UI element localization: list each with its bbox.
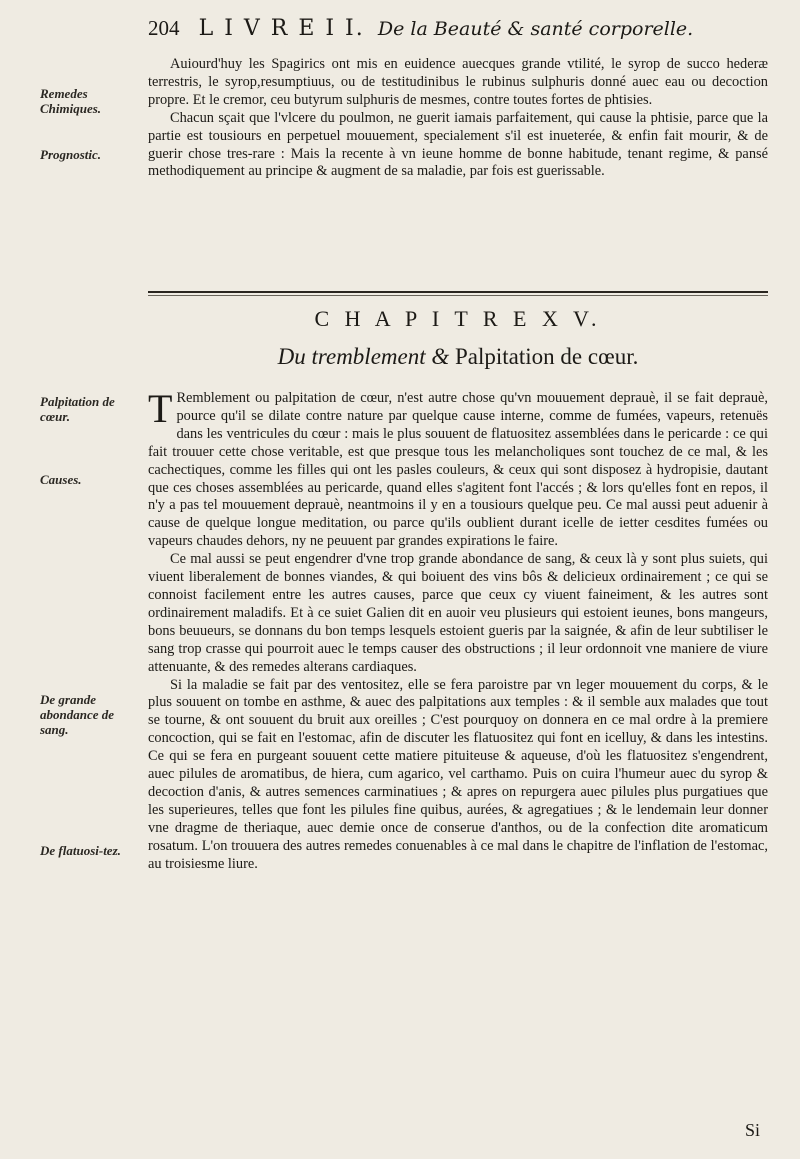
- margin-note-remedes: Remedes Chimiques.: [40, 86, 102, 116]
- paragraph: Ce mal aussi se peut engendrer d'vne trop grande abondance de sang, & ceux là y sont plus suiets, qui viuent liberalement de bonnes viandes, & qui boiuent des vins bôs & delicieux ordinairement ; ce qui se connoist facilement entre les autres causes, parce que ceux cy viuent faineiment, & les autres sont ordinairement maladifs. Et à ce suiet Galien dit en auoir veu plusieurs qui estoient ieunes, bons mangeurs, bons beuueurs, se donnans du bon temps lesquels estoient gueris par la saignée, & afin de leur subtiliser le sang trop crasse qui pourroit auec le temps causer des obstructions ; il leur ordonnoit vne maniere de viure attenuante, & des remedes alterans cardiaques.: [148, 551, 768, 675]
- paragraph: Auiourd'huy les Spagirics ont mis en euidence auecques grande vtilité, le syrop de succo hederæ terrestris, le syrop,resumptiuus, ou de testitudinibus le rubinus sulphuris donné auec eau ou decoction propre. Et le cremor, ceu butyrum sulphuris de mesmes, contre toutes fortes de phtisies.: [148, 56, 768, 108]
- paragraph-opening: [148, 386, 768, 551]
- margin-note-prognostic: Prognostic.: [40, 147, 102, 162]
- margin-note-palpitation: Palpitation de cœur.: [40, 394, 115, 424]
- page-header: [148, 16, 768, 46]
- drop-cap: T: [148, 386, 173, 431]
- paragraph: Si la maladie se fait par des ventositez, elle se fera paroistre par vn leger mouuement du corps, & le plus souuent on tombe en asthme, & auec des palpitations aux temples : & il semble aux malades que tout se tourne, & ont souuent du bruit aux oreilles ; C'est pourquoy on donnera en ce mal ordre à la premiere concoction, qui se fait en l'estomac, afin de discuter les flatuositez qui font en icelluy, & dans les intestins. Ce qui se fera en purgeant souuent cette matiere pituiteuse & aqueuse, d'où les flatuositez s'engendrent, auec pilules de aromatibus, de hiera, cum agarico, vel carthamo. Puis on cuira l'humeur auec du syrop & decoction d'anis, & autres semences carminatiues ; & apres on repurgera auec pilules plus purgatiues que les superieures, telles que font les pilules fine quibus, aurées, & agregatiues ; & le lendemain leur donner vne dragme de theriaque, auec demie once de conserue d'anthos, ou de la confection dite aromaticum rosatum. L'on trouuera des autres remedes conuenables à ce mal dans le chapitre de l'inflation de l'estomac, au troisiesme liure.: [148, 676, 768, 872]
- page-number: 204: [148, 16, 180, 40]
- running-head: L I V R E I I.: [198, 16, 365, 41]
- paragraph-text: Remblement ou palpitation de cœur, n'est autre chose qu'vn mouuement deprauè, il se fait deprauè, pource qu'il se dilate contre nature par quelque cause interne, comme de fumées, vapeurs, retenuës dans les ventricules du cœur : mais le plus souuent de flatuositez assemblées dans le pericarde : ce qui fait trouuer cette chose veritable, est que presque tous les melancholiques sont touchez de ce mal, & les cachectiques, comme les filles qui ont les pasles couleurs, & ceux qui sont disposez à hydropisie, dautant que ces choses assemblées au pericarde, quand elles s'agitent font l'accés ; & lors qu'elles font en repos, il n'y a pas tel mouuement deprauè, neantmoins il y en a tousiours quelque peu. Ce mal aussi peut aduenir à cause de quelque longue meditation, ou parce qu'ils oublient durant icelle de ietter cesdites fumées ou vapeurs chaudes dehors, ny ne peuuent par grandes expirations le faire.: [148, 390, 768, 550]
- catchword: Si: [745, 1120, 761, 1140]
- section-chapter-body: [148, 386, 768, 873]
- running-title: De la Beauté & santé corporelle.: [377, 18, 694, 40]
- paragraph: Chacun sçait que l'vlcere du poulmon, ne guerit iamais parfaitement, qui cause la phtisie, parce que la partie est tousiours en perpetuel mouuement, specialement s'il est inueterée, & enfin fait mourir, & de guerir chose tres-rare : Mais la recente à vn ieune homme de bonne habitude, tenant regime, & pansé methodiquement au principe & augment de sa maladie, par fois est guerissable.: [148, 109, 768, 180]
- chapter-subtitle-italic: Du tremblement &: [277, 344, 450, 369]
- chapter-subtitle-roman: Palpitation de cœur.: [449, 344, 639, 369]
- section-previous-chapter: [148, 56, 768, 181]
- chapter-subtitle: [148, 344, 768, 370]
- margin-note-causes: Causes.: [40, 472, 82, 487]
- margin-note-grande-abondance: De grande abondance de sang.: [40, 692, 115, 737]
- margin-note-flatuosites: De flatuosi-tez.: [40, 843, 121, 858]
- chapter-title: C H A P I T R E X V.: [314, 306, 602, 331]
- section-divider: [148, 291, 768, 293]
